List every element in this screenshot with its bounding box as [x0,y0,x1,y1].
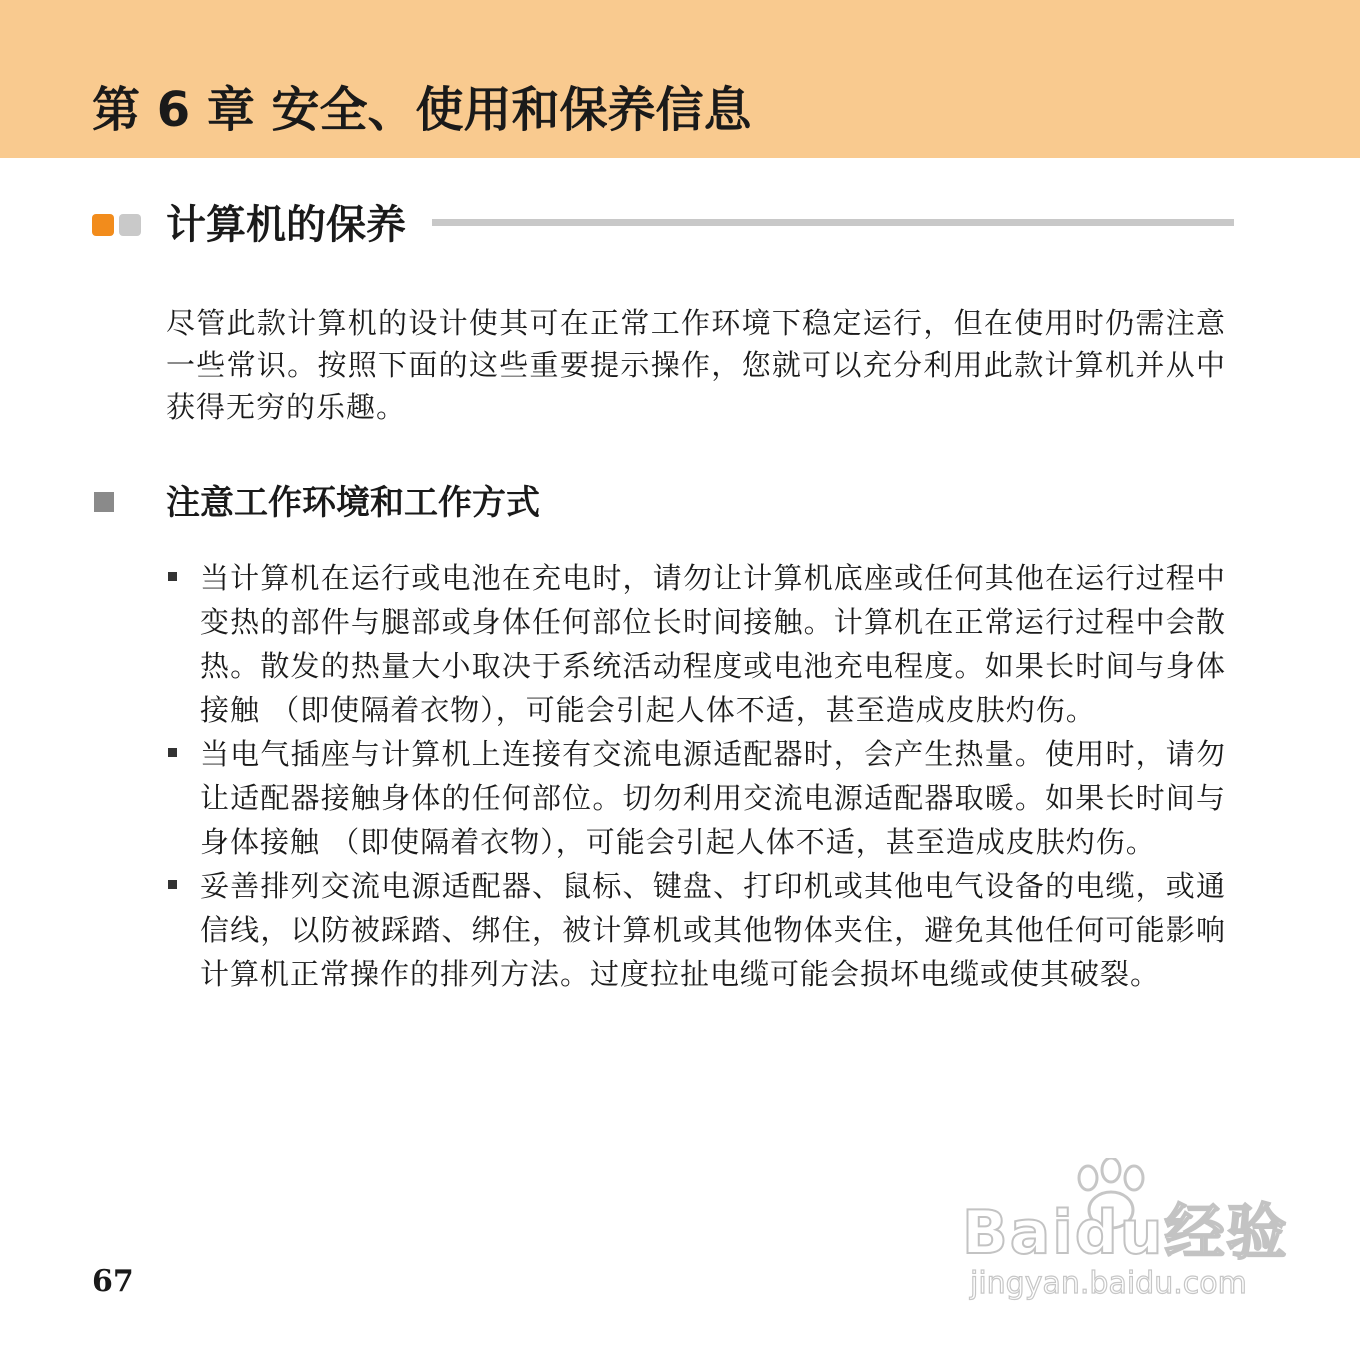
list-item [166,732,1226,864]
watermark-url: jingyan.baidu.com [970,1266,1247,1301]
section-title: 计算机的保养 [166,202,406,248]
bullet-text: 当电气插座与计算机上连接有交流电源适配器时，会产生热量。使用时，请勿让适配器接触身体的任何部位。切勿利用交流电源适配器取暖。如果长时间与身体接触 （即使隔着衣物），可能会引起人体不适，甚至造成皮肤灼伤。 [200,737,1226,859]
page-number: 67 [92,1264,134,1299]
square-bullet-icon [168,572,177,581]
bullet-list [166,556,1226,996]
section-heading [92,196,1234,256]
subsection-heading [92,478,992,530]
subsection-title: 注意工作环境和工作方式 [166,483,540,523]
list-item [166,556,1226,732]
bullet-text: 当计算机在运行或电池在充电时，请勿让计算机底座或任何其他在运行过程中变热的部件与腿部或身体任何部位长时间接触。计算机在正常运行过程中会散热。散发的热量大小取决于系统活动程度或电池充电程度。如果长时间与身体接触 （即使隔着衣物），可能会引起人体不适，甚至造成皮肤灼伤。 [200,561,1226,727]
section-divider [432,219,1234,226]
orange-square-icon [92,214,114,236]
list-item [166,864,1226,996]
watermark [962,1158,1289,1308]
bullet-text: 妥善排列交流电源适配器、鼠标、键盘、打印机或其他电气设备的电缆，或通信线，以防被踩踏、绑住，被计算机或其他物体夹住，避免其他任何可能影响计算机正常操作的排列方法。过度拉扯电缆可能会损坏电缆或使其破裂。 [200,869,1226,991]
chapter-title: 第 6 章 安全、使用和保养信息 [92,82,752,138]
square-bullet-icon [168,880,177,889]
gray-square-bullet-icon [94,492,114,512]
watermark-logo-text: Baidu经验 [962,1198,1289,1268]
chapter-header-band [0,0,1360,158]
square-bullet-icon [168,748,177,757]
intro-paragraph: 尽管此款计算机的设计使其可在正常工作环境下稳定运行，但在使用时仍需注意一些常识。按照下面的这些重要提示操作，您就可以充分利用此款计算机并从中获得无穷的乐趣。 [166,306,1226,424]
gray-square-icon [119,214,141,236]
